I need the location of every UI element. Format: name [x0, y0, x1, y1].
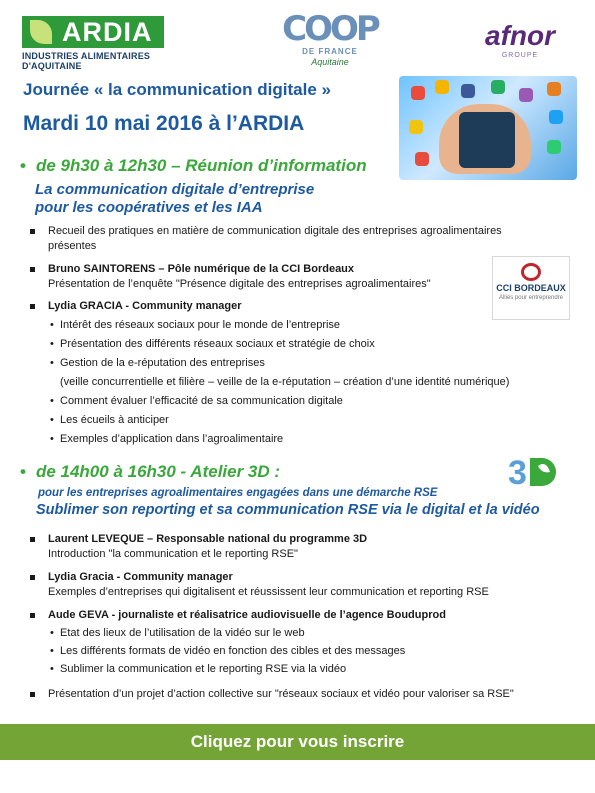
list-item [50, 644, 580, 662]
list-item [50, 337, 580, 356]
speaker-name: Laurent LEVEQUE – Responsable national du programme 3D [48, 533, 368, 545]
square-bullet-icon [30, 304, 35, 309]
list-item-text: Présentation d’un projet d’action collective sur "réseaux sociaux et vidéo pour valoriser sa RSE" [48, 688, 514, 700]
list-item [50, 432, 580, 451]
square-bullet-icon [30, 692, 35, 697]
list-item-text: Intérêt des réseaux sociaux pour le monde de l’entreprise [60, 319, 341, 331]
speaker-name: Aude GEVA [48, 609, 109, 621]
bullet-icon: • [50, 319, 54, 331]
list-item-text: Sublimer la communication et le reporting RSE via la vidéo [60, 663, 347, 675]
afnor-logo-name: afnor [485, 20, 555, 51]
list-item [50, 356, 580, 375]
list-item [30, 570, 570, 600]
bullet-icon: • [50, 395, 54, 407]
list-item [50, 394, 580, 413]
list-item-text: Les différents formats de vidéo en fonction des cibles et des messages [60, 645, 406, 657]
afnor-logo-sub: GROUPE [501, 52, 539, 59]
afternoon-subtitle-1: pour les entreprises agroalimentaires engagées dans une démarche RSE [38, 487, 438, 499]
morning-session-heading [20, 156, 367, 176]
list-item-text: Recueil des pratiques en matière de communication digitale des entreprises agroalimentaires [48, 225, 502, 237]
hero-image-hand-with-app-icons [399, 76, 577, 180]
speaker-name: Lydia Gracia - Community manager [48, 571, 233, 583]
coop-de-france-logo [282, 9, 378, 70]
bullet-icon: • [50, 433, 54, 445]
ardia-logo-name: ARDIA [62, 17, 153, 47]
event-date: Mardi 10 mai 2016 à l’ARDIA [23, 112, 305, 135]
workshop-topics-list [50, 626, 580, 680]
event-title: Journée « la communication digitale » [23, 80, 331, 99]
morning-session-heading-text: de 9h30 à 12h30 – Réunion d’information [35, 156, 367, 175]
square-bullet-icon [30, 613, 35, 618]
list-item [30, 224, 560, 254]
app-icon [411, 86, 425, 100]
cci-bordeaux-logo [492, 256, 570, 320]
svg-text:3: 3 [508, 454, 527, 492]
app-icon [461, 84, 475, 98]
app-icon [547, 140, 561, 154]
afternoon-subtitle-2: Sublimer son reporting et sa communication RSE via le digital et la vidéo [36, 502, 540, 518]
app-icon [549, 110, 563, 124]
session-topics-list [50, 318, 580, 451]
list-item-text: Introduction "la communication et le reporting RSE" [48, 548, 298, 560]
coop-logo-region: Aquitaine [311, 57, 349, 67]
list-item [30, 687, 575, 702]
app-icon [547, 82, 561, 96]
speaker-line [30, 608, 570, 623]
speaker-role: - journaliste et réalisatrice audiovisuelle de l’agence Bouduprod [108, 609, 446, 621]
bullet-icon: • [20, 156, 26, 175]
square-bullet-icon [30, 575, 35, 580]
coop-logo-name: COOP [282, 9, 378, 49]
app-icon [491, 80, 505, 94]
coop-logo-sub: DE FRANCE [302, 47, 358, 56]
square-bullet-icon [30, 267, 35, 272]
list-item-text: Présentation de l’enquête "Présence digitale des entreprises agroalimentaires" [48, 278, 431, 290]
list-item-text: (veille concurrentielle et filière – veille de la e-réputation – création d’une identité numérique) [60, 376, 510, 388]
bullet-icon: • [50, 645, 54, 657]
app-icon [435, 80, 449, 94]
cci-emblem-icon [521, 263, 541, 281]
cci-logo-name: CCI BORDEAUX [496, 283, 566, 293]
afternoon-session-heading-text: de 14h00 à 16h30 - Atelier 3D : [35, 462, 281, 481]
bullet-icon: • [50, 338, 54, 350]
list-item-text: Comment évaluer l’efficacité de sa communication digitale [60, 395, 343, 407]
list-item-text: Etat des lieux de l’utilisation de la vidéo sur le web [60, 627, 305, 639]
list-item-text: Exemples d’entreprises qui digitalisent et réussissent leur communication et reporting RSE [48, 586, 489, 598]
list-item [30, 262, 490, 292]
register-button[interactable]: Cliquez pour vous inscrire [0, 724, 595, 760]
app-icon [409, 120, 423, 134]
square-bullet-icon [30, 229, 35, 234]
bullet-icon: • [50, 357, 54, 369]
list-item [50, 413, 580, 432]
3d-programme-logo [508, 452, 566, 492]
morning-subtitle-2: pour les coopératives et les IAA [35, 199, 263, 216]
list-item-continuation [50, 375, 580, 394]
afternoon-session-heading [20, 462, 280, 482]
list-item-text: Exemples d’application dans l’agroalimentaire [60, 433, 284, 445]
list-item-text: Gestion de la e-réputation des entreprises [60, 357, 265, 369]
bullet-icon: • [50, 663, 54, 675]
list-item [50, 318, 580, 337]
list-item-text: présentes [48, 240, 97, 252]
list-item [30, 299, 490, 314]
leaf-icon [30, 20, 52, 44]
cci-logo-tagline: Alliés pour entreprendre [498, 295, 564, 301]
list-item-text: Présentation des différents réseaux sociaux et stratégie de choix [60, 338, 375, 350]
list-item [50, 662, 580, 680]
app-icon [415, 152, 429, 166]
ardia-logo-tagline: INDUSTRIES ALIMENTAIRES D'AQUITAINE [22, 51, 151, 71]
afnor-logo [468, 22, 572, 66]
list-item [50, 626, 580, 644]
smartphone-illustration [459, 112, 515, 168]
bullet-icon: • [20, 462, 26, 481]
list-item-text: Les écueils à anticiper [60, 414, 169, 426]
bullet-icon: • [50, 414, 54, 426]
morning-subtitle-1: La communication digitale d’entreprise [35, 181, 315, 198]
list-item [30, 608, 570, 623]
list-item [30, 532, 570, 562]
square-bullet-icon [30, 537, 35, 542]
bullet-icon: • [50, 627, 54, 639]
app-icon [519, 88, 533, 102]
ardia-logo [22, 16, 200, 71]
speaker-name: Lydia GRACIA - Community manager [48, 300, 242, 312]
speaker-name: Bruno SAINTORENS – Pôle numérique de la CCI Bordeaux [48, 263, 355, 275]
